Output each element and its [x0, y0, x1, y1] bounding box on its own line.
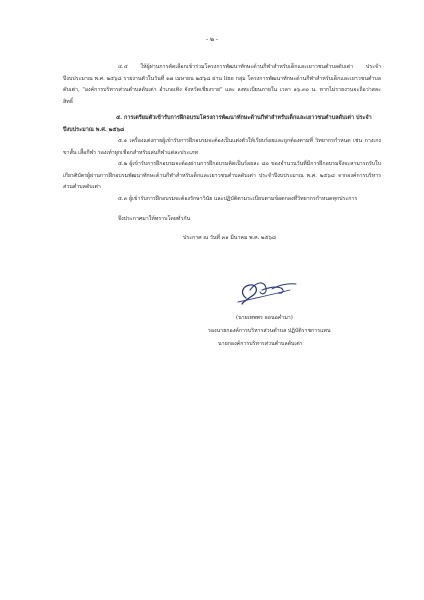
signer-position-line-2: นายกองค์การบริหารส่วนตำบลดับเต่า [218, 341, 303, 347]
section-5-heading: ๕. การเตรียมตัวเข้ารับการฝึกอบรมโครงการพัฒนาทักษะด้านกีฬาสำหรับเด็กและเยาวชนตำบลดับเต่า ประจำปีงบประมาณ พ.ศ. ๒๕๖๘ [63, 115, 372, 133]
paragraph-4-4: ๔.๔ ให้ผู้ผ่านการคัดเลือกเข้าร่วมโครงการพัฒนาทักษะด้านกีฬาสำหรับเด็กและเยาวชนตำบลดับเต่า ประจำปีงบประมาณ พ.ศ. ๒๕๖๘ รายงานตัวในวันที่ ๑๗ เมษายน ๒๕๖๘ ผ่าน line กลุ่ม โครงการพัฒนาทักษะด้านกีฬาสำหรับเด็กและเยาวชนตำบลดับเต่า, "องค์การบริหารส่วนตำบลดับเต่า อำเภอเทิง จังหวัดเชียงราย" และ ลงทะเบียนภายใน เวลา ๑๖.๓๐ น. หากไม่รายงานจะถือว่าสละสิทธิ์ [63, 64, 381, 105]
paragraph-5-1: ๕.๑ เครื่องแต่งกายผู้เข้ารับการฝึกอบรมจะต้องเป็นแต่งตัวให้เรียบร้อยและถูกต้องตามที่ วิทยากรกำหนด เช่น กางเกงขาสั้น เสื้อกีฬา รองเท้าผูกเชือกสำหรับเล่นกีฬาแต่ละประเภท [63, 138, 381, 156]
signer-position-line-1: รองนายกองค์การบริหารส่วนตำบล ปฏิบัติราชการแทน [208, 328, 331, 334]
signer-name: (นายเทพพร ธอนอคำมา) [236, 315, 293, 321]
document-body [63, 62, 381, 244]
signature-block [0, 268, 424, 408]
page-number: - ๒ - [205, 36, 219, 43]
paragraph-5-2: ๕.๒ ผู้เข้ารับการฝึกอบรมจะต้องผ่านการฝึกอบรมคิดเป็นร้อยละ ๘๐ ของจำนวนวันที่มีการฝึกอบรมจึงจะสามารถรับใบเกียรติบัตรผู้ผ่านการฝึกอบรมพัฒนาทักษะด้านกีฬาสำหรับเด็กและเยาวชนตำบลดับเต่า ประจำปีงบประมาณ พ.ศ. ๒๕๖๘ จากองค์การบริหารส่วนตำบลดับเต่า [63, 161, 381, 190]
announcement-date: ประกาศ ณ วันที่ ๓๑ มีนาคม พ.ศ. ๒๕๖๘ [183, 234, 276, 241]
paragraph-5-3: ๕.๓ ผู้เข้ารับการฝึกอบรมจะต้องรักษาวินัย และปฏิบัติตามระเบียบตามข้อตกลงที่วิทยากรกำหนดทุกประการ [118, 195, 358, 202]
closing-announcement: จึงประกาศมาให้ทราบโดยทั่วกัน [118, 216, 191, 222]
handwritten-signature [232, 268, 304, 312]
